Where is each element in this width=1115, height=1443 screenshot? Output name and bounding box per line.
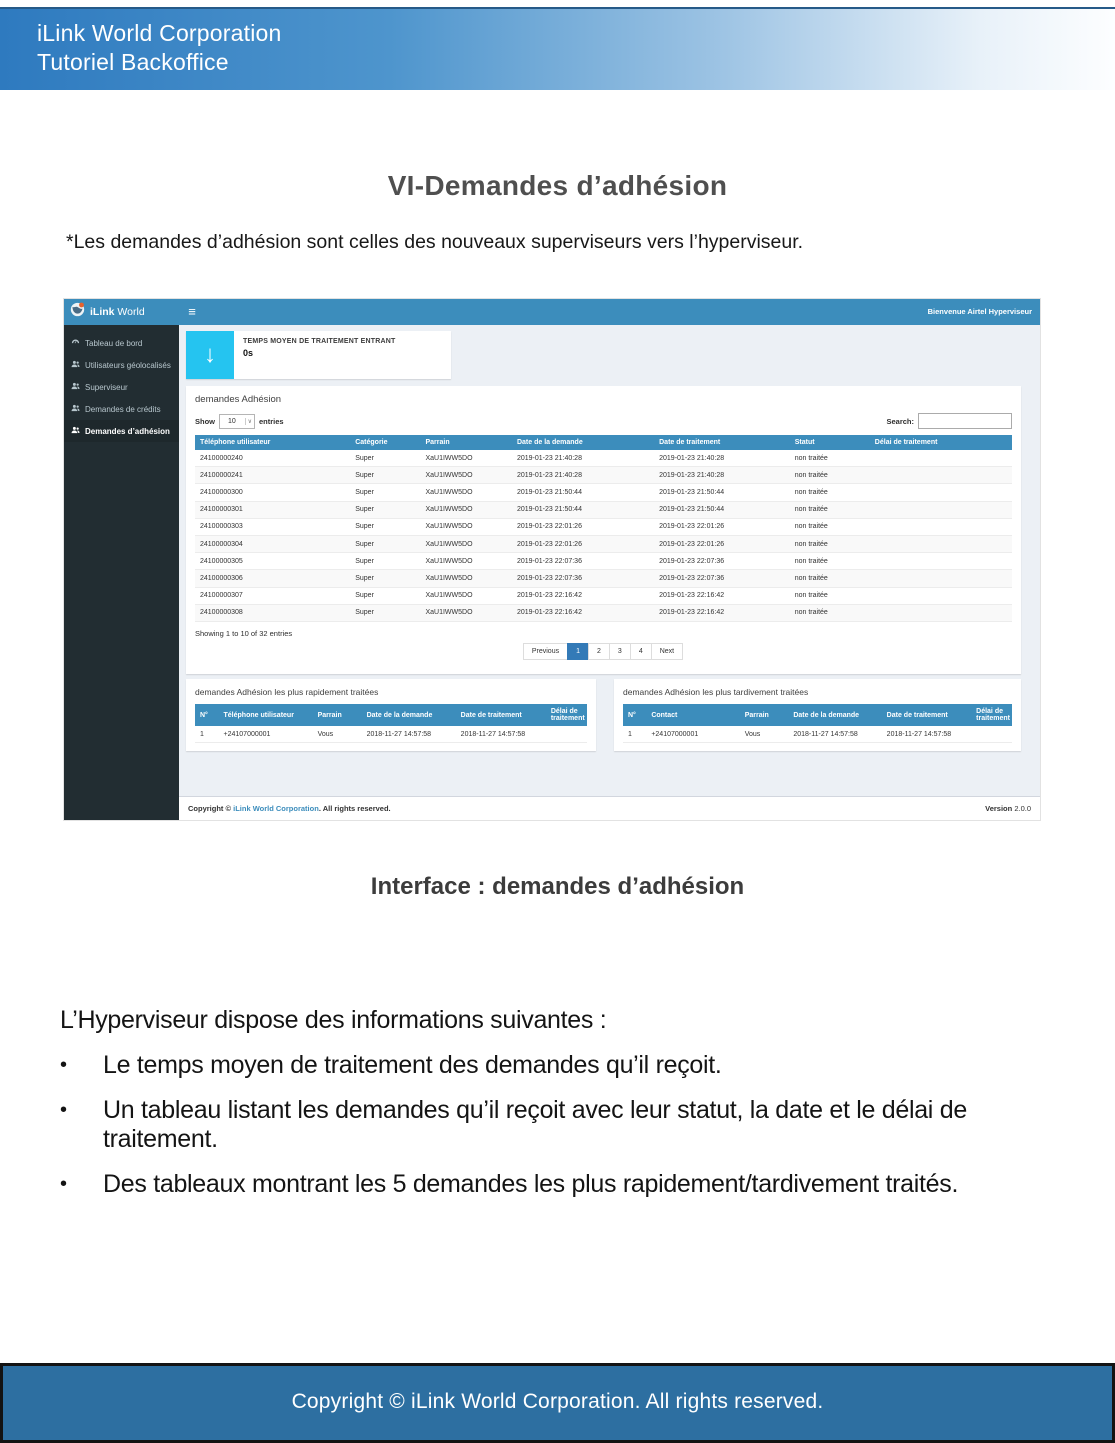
- document-header: [0, 7, 1115, 90]
- column-header[interactable]: Parrain: [313, 704, 362, 726]
- table-cell: Super: [350, 467, 420, 484]
- table-cell: [546, 726, 587, 743]
- slowest-processed-table: [623, 704, 1012, 743]
- avg-processing-time-infobox: [186, 331, 451, 379]
- infobox-body: [234, 331, 404, 379]
- table-cell: 24100000301: [195, 501, 350, 518]
- table-cell: Vous: [313, 726, 362, 743]
- users-icon: [71, 360, 80, 370]
- table-cell: +24107000001: [219, 726, 313, 743]
- column-header[interactable]: Délai de traitement: [971, 704, 1012, 726]
- welcome-text: Bienvenue Airtel Hyperviseur: [927, 307, 1032, 316]
- pagination-page-1[interactable]: 1: [567, 643, 589, 660]
- users-icon: [71, 382, 80, 392]
- bullet-icon: •: [60, 1054, 67, 1076]
- table-cell: non traitée: [790, 467, 870, 484]
- bullet-text: Des tableaux montrant les 5 demandes les plus rapidement/tardivement traités.: [103, 1170, 959, 1198]
- table-cell: non traitée: [790, 604, 870, 621]
- table-cell: non traitée: [790, 501, 870, 518]
- table-cell: 2019-01-23 22:16:42: [512, 587, 654, 604]
- table-row: [195, 570, 1012, 587]
- table-row: [195, 726, 587, 743]
- pagination-page-4[interactable]: 4: [630, 643, 652, 660]
- table-cell: XaU1IWW5DO: [420, 604, 512, 621]
- table-cell: XaU1IWW5DO: [420, 553, 512, 570]
- search-control: [886, 413, 1012, 429]
- table-controls: [195, 413, 1012, 429]
- table-cell: 2019-01-23 21:40:28: [654, 450, 790, 467]
- table-row: [195, 467, 1012, 484]
- column-header[interactable]: Date de traitement: [882, 704, 971, 726]
- table-cell: [870, 587, 1012, 604]
- table-cell: [870, 570, 1012, 587]
- table-cell: XaU1IWW5DO: [420, 467, 512, 484]
- sidebar-item-utilisateurs-geolocalises[interactable]: [64, 354, 179, 376]
- bullet-icon: •: [60, 1173, 67, 1195]
- showing-entries-info: Showing 1 to 10 of 32 entries: [195, 628, 293, 638]
- column-header[interactable]: N°: [623, 704, 646, 726]
- table-cell: 24100000308: [195, 604, 350, 621]
- table-cell: 2019-01-23 22:07:36: [654, 553, 790, 570]
- table-cell: Vous: [740, 726, 789, 743]
- table-cell: [870, 450, 1012, 467]
- brand-logo[interactable]: [64, 299, 179, 325]
- header-line-subtitle: Tutoriel Backoffice: [37, 49, 229, 75]
- table-cell: 24100000240: [195, 450, 350, 467]
- table-cell: [870, 604, 1012, 621]
- bullet-item: [60, 1096, 1085, 1154]
- sidebar-item-tableau-de-bord[interactable]: [64, 332, 179, 354]
- table-cell: 2018-11-27 14:57:58: [362, 726, 456, 743]
- table-cell: 24100000306: [195, 570, 350, 587]
- app-screenshot: [63, 298, 1041, 821]
- table-row: [195, 604, 1012, 621]
- table-cell: non traitée: [790, 450, 870, 467]
- pagination-page-3[interactable]: 3: [609, 643, 631, 660]
- table-row: [195, 450, 1012, 467]
- table-cell: Super: [350, 604, 420, 621]
- table-cell: 2019-01-23 22:16:42: [654, 587, 790, 604]
- table-cell: [870, 553, 1012, 570]
- table-cell: non traitée: [790, 484, 870, 501]
- table-cell: XaU1IWW5DO: [420, 450, 512, 467]
- column-header[interactable]: Date de la demande: [512, 435, 654, 450]
- table-cell: 2019-01-23 21:40:28: [512, 467, 654, 484]
- table-cell: 2019-01-23 22:16:42: [654, 604, 790, 621]
- table-cell: 2018-11-27 14:57:58: [456, 726, 546, 743]
- column-header[interactable]: Délai de traitement: [546, 704, 587, 726]
- table-cell: [870, 484, 1012, 501]
- table-row: [195, 535, 1012, 552]
- table-cell: [870, 518, 1012, 535]
- pagination-page-2[interactable]: 2: [588, 643, 610, 660]
- search-label: Search:: [886, 416, 914, 426]
- bullet-text: Le temps moyen de traitement des demandes qu’il reçoit.: [103, 1051, 722, 1079]
- table-cell: 2019-01-23 22:07:36: [654, 570, 790, 587]
- table-cell: Super: [350, 518, 420, 535]
- down-arrow-icon: ↓: [186, 331, 234, 379]
- slowest-processed-panel: [614, 679, 1021, 751]
- demandes-adhesion-panel: [186, 386, 1021, 674]
- sidebar: [64, 299, 179, 820]
- table-cell: 2019-01-23 21:50:44: [654, 501, 790, 518]
- dashboard-icon: [71, 338, 80, 348]
- table-cell: 2019-01-23 22:01:26: [654, 535, 790, 552]
- show-entries-control: [195, 414, 284, 429]
- infobox-value: 0s: [243, 348, 254, 358]
- table-cell: [870, 535, 1012, 552]
- table-cell: Super: [350, 450, 420, 467]
- table-cell: 2019-01-23 22:16:42: [512, 604, 654, 621]
- table-cell: 24100000304: [195, 535, 350, 552]
- pagination-next-button[interactable]: Next: [651, 643, 683, 660]
- sidebar-item-demandes-de-credits[interactable]: [64, 398, 179, 420]
- app-copyright: Copyright © iLink World Corporation. All rights reserved.: [188, 804, 391, 813]
- fastest-processed-panel: [186, 679, 596, 751]
- globe-logo-icon: [70, 302, 85, 322]
- sidebar-menu: [64, 325, 179, 442]
- table-header-row: [195, 435, 1012, 450]
- table-cell: 2019-01-23 21:50:44: [512, 484, 654, 501]
- table-cell: 2019-01-23 21:40:28: [654, 467, 790, 484]
- body-lead: L’Hyperviseur dispose des informations suivantes :: [60, 1006, 607, 1034]
- table-cell: XaU1IWW5DO: [420, 484, 512, 501]
- table-cell: 2019-01-23 22:01:26: [512, 535, 654, 552]
- table-cell: 2019-01-23 22:07:36: [512, 553, 654, 570]
- intro-note: *Les demandes d’adhésion sont celles des nouveaux superviseurs vers l’hyperviseur.: [66, 231, 804, 253]
- column-header[interactable]: Contact: [646, 704, 739, 726]
- table-cell: 2018-11-27 14:57:58: [788, 726, 881, 743]
- table-cell: non traitée: [790, 535, 870, 552]
- column-header[interactable]: Statut: [790, 435, 870, 450]
- table-cell: +24107000001: [646, 726, 739, 743]
- bullet-icon: •: [60, 1099, 67, 1121]
- table-cell: non traitée: [790, 587, 870, 604]
- screenshot-caption: Interface : demandes d’adhésion: [370, 873, 745, 900]
- table-cell: 2019-01-23 21:50:44: [654, 484, 790, 501]
- table-cell: Super: [350, 535, 420, 552]
- table-header-row: [623, 704, 1012, 726]
- column-header[interactable]: Téléphone utilisateur: [219, 704, 313, 726]
- column-header[interactable]: Catégorie: [350, 435, 420, 450]
- table-cell: 2019-01-23 22:07:36: [512, 570, 654, 587]
- company-link[interactable]: iLink World Corporation: [233, 804, 319, 813]
- table-cell: Super: [350, 587, 420, 604]
- document-footer: Copyright © iLink World Corporation. All rights reserved.: [0, 1363, 1115, 1443]
- sidebar-item-label: Demandes d’adhésion: [85, 426, 170, 436]
- table-cell: 24100000305: [195, 553, 350, 570]
- column-header[interactable]: N°: [195, 704, 219, 726]
- table-cell: 2019-01-23 22:01:26: [654, 518, 790, 535]
- entries-select[interactable]: [219, 414, 255, 429]
- table-cell: XaU1IWW5DO: [420, 587, 512, 604]
- hamburger-menu-icon[interactable]: ≡: [188, 304, 196, 319]
- table-cell: 2018-11-27 14:57:58: [882, 726, 971, 743]
- show-label: Show: [195, 416, 215, 426]
- column-header[interactable]: Date de traitement: [456, 704, 546, 726]
- bullet-item: [60, 1051, 1085, 1080]
- table-row: [195, 587, 1012, 604]
- table-header-row: [195, 704, 587, 726]
- sidebar-item-label: Utilisateurs géolocalisés: [85, 360, 171, 370]
- table-cell: 24100000241: [195, 467, 350, 484]
- table-cell: non traitée: [790, 570, 870, 587]
- fastest-processed-table: [195, 704, 587, 743]
- table-cell: XaU1IWW5DO: [420, 518, 512, 535]
- app-footer: [179, 796, 1040, 820]
- sidebar-item-label: Superviseur: [85, 382, 128, 392]
- column-header[interactable]: Délai de traitement: [870, 435, 1012, 450]
- body-text-block: [60, 1006, 1085, 1199]
- page-title: VI-Demandes d’adhésion: [387, 170, 728, 201]
- column-header[interactable]: Parrain: [740, 704, 789, 726]
- column-header[interactable]: Date de traitement: [654, 435, 790, 450]
- table-cell: non traitée: [790, 518, 870, 535]
- panel-title: demandes Adhésion: [195, 394, 282, 405]
- app-content: [179, 325, 1040, 820]
- table-cell: Super: [350, 501, 420, 518]
- table-row: [195, 484, 1012, 501]
- column-header[interactable]: Téléphone utilisateur: [195, 435, 350, 450]
- table-cell: 2019-01-23 22:01:26: [512, 518, 654, 535]
- pagination-previous-button[interactable]: Previous: [523, 643, 568, 660]
- brand-text: iLink World: [90, 306, 145, 318]
- slowest-panel-title: demandes Adhésion les plus tardivement traitées: [623, 687, 809, 697]
- sidebar-item-label: Tableau de bord: [85, 338, 143, 348]
- table-cell: Super: [350, 484, 420, 501]
- sidebar-item-demandes-adhesion[interactable]: [64, 420, 179, 442]
- fastest-panel-title: demandes Adhésion les plus rapidement traitées: [195, 687, 379, 697]
- column-header[interactable]: Date de la demande: [362, 704, 456, 726]
- table-cell: XaU1IWW5DO: [420, 501, 512, 518]
- entries-select-value: 10: [228, 417, 236, 425]
- table-cell: [971, 726, 1012, 743]
- bullet-item: [60, 1170, 1085, 1199]
- bullet-text: Un tableau listant les demandes qu’il reçoit avec leur statut, la date et le délai de traitement.: [103, 1096, 967, 1153]
- table-row: [195, 553, 1012, 570]
- table-cell: Super: [350, 570, 420, 587]
- table-row: [195, 518, 1012, 535]
- infobox-title: TEMPS MOYEN DE TRAITEMENT ENTRANT: [243, 338, 396, 345]
- table-cell: 1: [623, 726, 646, 743]
- table-cell: Super: [350, 553, 420, 570]
- pagination: [195, 643, 1012, 660]
- table-cell: 2019-01-23 21:50:44: [512, 501, 654, 518]
- sidebar-item-label: Demandes de crédits: [85, 404, 161, 414]
- app-topbar: [179, 299, 1040, 325]
- table-cell: [870, 467, 1012, 484]
- column-header[interactable]: Date de la demande: [788, 704, 881, 726]
- table-cell: 24100000303: [195, 518, 350, 535]
- users-icon: [71, 426, 80, 436]
- app-version: Version 2.0.0: [985, 804, 1031, 813]
- table-cell: XaU1IWW5DO: [420, 570, 512, 587]
- demandes-adhesion-table: [195, 435, 1012, 622]
- entries-label: entries: [259, 416, 284, 426]
- table-cell: non traitée: [790, 553, 870, 570]
- search-input[interactable]: [918, 413, 1012, 429]
- users-icon: [71, 404, 80, 414]
- table-cell: 2019-01-23 21:40:28: [512, 450, 654, 467]
- table-row: [195, 501, 1012, 518]
- table-cell: 24100000300: [195, 484, 350, 501]
- chevron-down-icon: ∨: [245, 418, 252, 425]
- sidebar-item-superviseur[interactable]: [64, 376, 179, 398]
- column-header[interactable]: Parrain: [420, 435, 512, 450]
- table-cell: [870, 501, 1012, 518]
- table-cell: 24100000307: [195, 587, 350, 604]
- table-cell: 1: [195, 726, 219, 743]
- table-cell: XaU1IWW5DO: [420, 535, 512, 552]
- table-row: [623, 726, 1012, 743]
- header-line-company: iLink World Corporation: [37, 20, 282, 46]
